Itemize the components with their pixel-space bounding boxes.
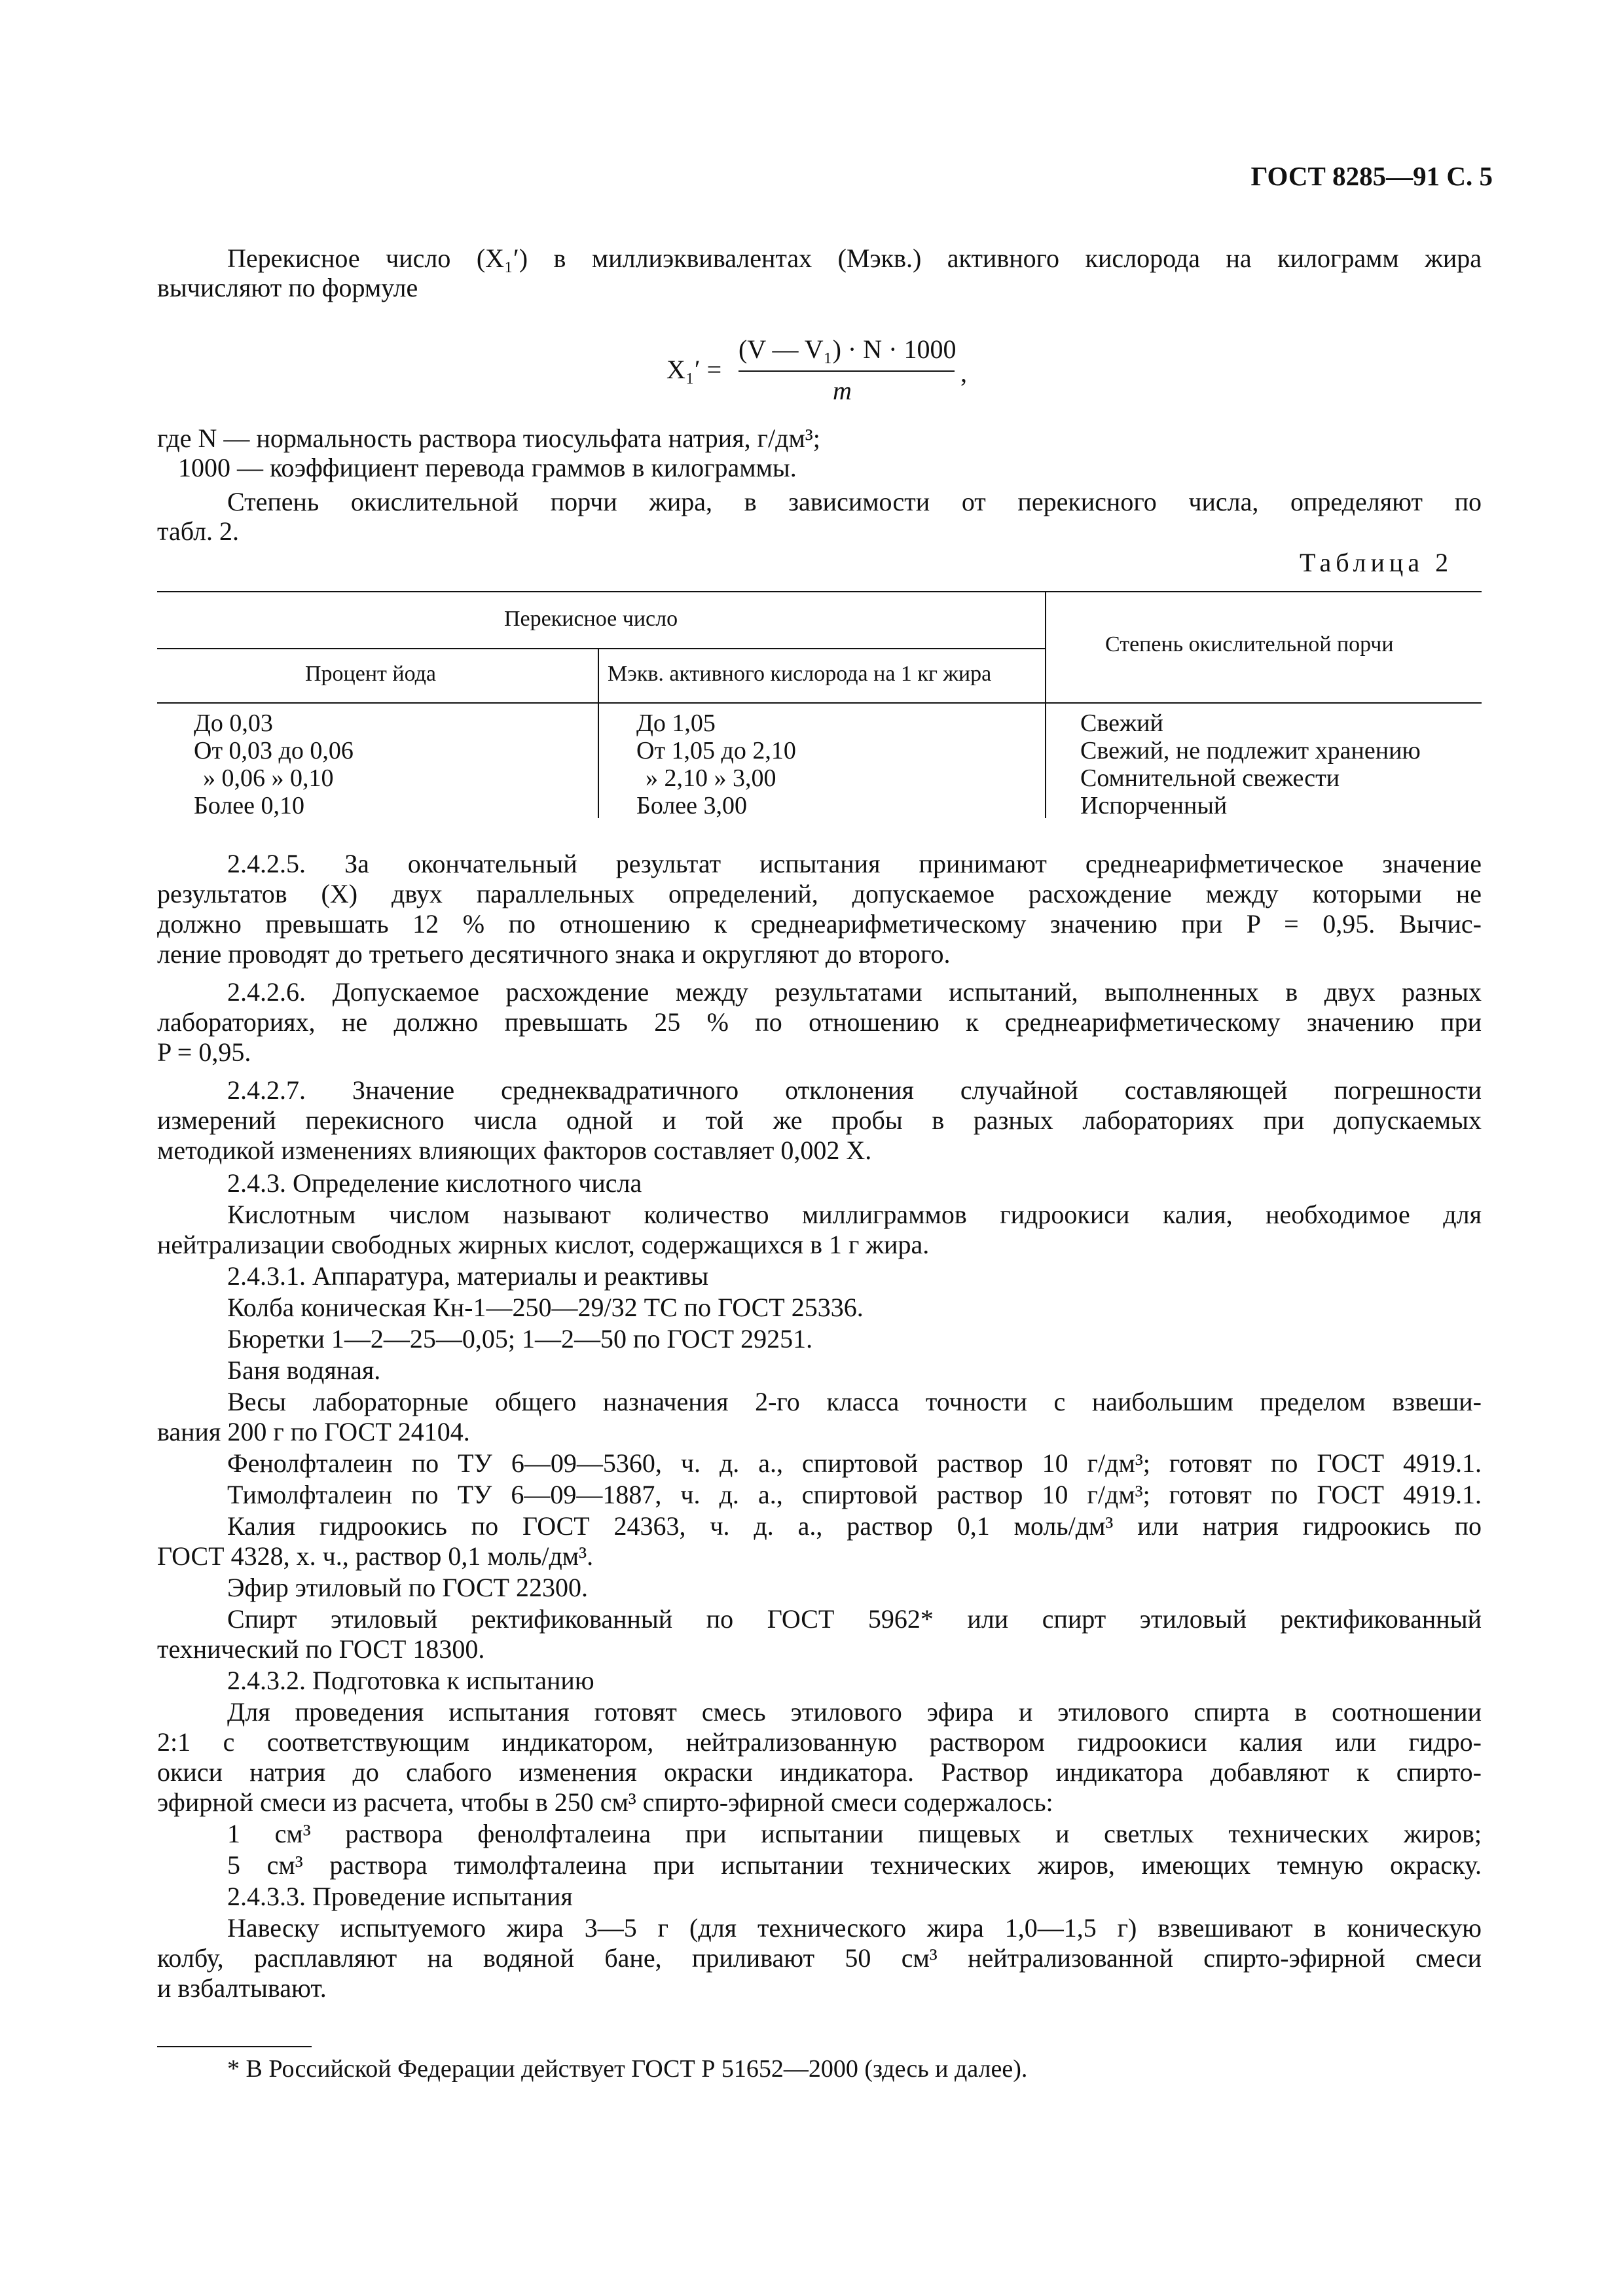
body-line-l19: вания 200 г по ГОСТ 24104. xyxy=(157,1417,470,1446)
formula-denominator: m xyxy=(833,376,852,405)
formula-fraction-bar xyxy=(739,370,955,372)
intro-paragraph-2-line-1: Степень окислительной порчи жира, в зависимости от перекисного числа, определяют по xyxy=(227,487,1482,516)
where-line-2: 1000 — коэффициент перевода граммов в килограммы. xyxy=(178,453,797,482)
table-cell: Сомнительной свежести xyxy=(1080,764,1340,792)
table-col3-header: Степень окислительной порчи xyxy=(1105,632,1394,656)
table-cell: От 1,05 до 2,10 xyxy=(636,737,796,764)
table-cell: Более 3,00 xyxy=(636,792,748,819)
body-line-l32: 1 см³ раствора фенолфталеина при испытании пищевых и светлых технических жиров; xyxy=(227,1819,1482,1848)
body-line-l34: 2.4.3.3. Проведение испытания xyxy=(227,1882,573,1911)
table-cell: Свежий xyxy=(1080,709,1163,737)
body-line-l22: Калия гидроокись по ГОСТ 24363, ч. д. а., раствор 0,1 моль/дм³ или натрия гидроокись по xyxy=(227,1511,1482,1541)
table-caption: Таблица 2 xyxy=(1300,548,1453,577)
body-line-l06: лабораториях, не должно превышать 25 % по отношению к среднеарифметическому значению при xyxy=(157,1007,1482,1037)
body-line-l16: Бюретки 1—2—25—0,05; 1—2—50 по ГОСТ 29251. xyxy=(227,1324,813,1354)
intro-paragraph-line-1: Перекисное число (X₁′) в миллиэквивалентах (Мэкв.) активного кислорода на килограмм жира xyxy=(227,243,1482,273)
body-line-l08: 2.4.2.7. Значение среднеквадратичного отклонения случайной составляющей погрешности xyxy=(227,1075,1482,1105)
table-cell: » 0,06 » 0,10 xyxy=(203,764,334,792)
body-line-l20: Фенолфталеин по ТУ 6—09—5360, ч. д. а., спиртовой раствор 10 г/дм³; готовят по ГОСТ 4919.1. xyxy=(227,1448,1482,1478)
body-line-l09: измерений перекисного числа одной и той же пробы в разных лабораториях при допускаемых xyxy=(157,1105,1482,1135)
body-line-l10: методикой изменениях влияющих факторов составляет 0,002 X. xyxy=(157,1136,872,1165)
table-top-rule xyxy=(157,591,1482,592)
table-cell: До 0,03 xyxy=(194,709,273,737)
body-line-l13: нейтрализации свободных жирных кислот, содержащихся в 1 г жира. xyxy=(157,1230,930,1259)
body-line-l25: Спирт этиловый ректификованный по ГОСТ 5962* или спирт этиловый ректификованный xyxy=(227,1604,1482,1634)
formula-lhs: X₁′ = xyxy=(666,355,722,384)
table-cell: Свежий, не подлежит хранению xyxy=(1080,737,1421,764)
where-line-1: где N — нормальность раствора тиосульфата натрия, г/дм³; xyxy=(157,423,820,453)
intro-paragraph-line-2: вычисляют по формуле xyxy=(157,273,418,302)
body-line-l07: P = 0,95. xyxy=(157,1037,251,1067)
table-col2-header: Мэкв. активного кислорода на 1 кг жира xyxy=(608,662,992,686)
footnote-rule xyxy=(157,2046,312,2047)
table-vrule-left xyxy=(598,648,599,818)
table-cell: От 0,03 до 0,06 xyxy=(194,737,354,764)
body-line-l03: должно превышать 12 % по отношению к среднеарифметическому значению при P = 0,95. Вычис- xyxy=(157,909,1482,939)
table-cell: Испорченный xyxy=(1080,792,1228,819)
body-line-l26: технический по ГОСТ 18300. xyxy=(157,1634,485,1664)
body-line-l18: Весы лабораторные общего назначения 2-го класса точности с наибольшим пределом взвеши- xyxy=(227,1387,1482,1416)
formula-numerator: (V — V₁) · N · 1000 xyxy=(739,334,957,364)
table-cell: Более 0,10 xyxy=(194,792,305,819)
body-line-l30: окиси натрия до слабого изменения окраски индикатора. Раствор индикатора добавляют к спирто- xyxy=(157,1757,1482,1787)
body-line-l37: и взбалтывают. xyxy=(157,1973,327,2003)
table-group-header: Перекисное число xyxy=(504,607,678,631)
body-line-l02: результатов (X) двух параллельных определений, допускаемое расхождение между которыми не xyxy=(157,879,1482,908)
body-line-l33: 5 см³ раствора тимолфталеина при испытании технических жиров, имеющих темную окраску. xyxy=(227,1850,1482,1880)
body-line-l35: Навеску испытуемого жира 3—5 г (для технического жира 1,0—1,5 г) взвешивают в коническую xyxy=(227,1913,1482,1943)
table-col1-header: Процент йода xyxy=(305,662,436,686)
body-line-l29: 2:1 с соответствующим индикатором, нейтрализованную раствором гидроокиси калия или гидро- xyxy=(157,1727,1482,1757)
body-line-l27: 2.4.3.2. Подготовка к испытанию xyxy=(227,1666,594,1695)
body-line-l04: ление проводят до третьего десятичного знака и округляют до второго. xyxy=(157,939,951,969)
table-subheader-rule xyxy=(157,648,1045,649)
body-line-l12: Кислотным числом называют количество миллиграммов гидроокиси калия, необходимое для xyxy=(227,1200,1482,1229)
body-line-l28: Для проведения испытания готовят смесь этилового эфира и этилового спирта в соотношении xyxy=(227,1697,1482,1727)
body-line-l11: 2.4.3. Определение кислотного числа xyxy=(227,1168,642,1198)
footnote: * В Российской Федерации действует ГОСТ Р 51652—2000 (здесь и далее). xyxy=(227,2055,1028,2083)
body-line-l15: Колба коническая Кн-1—250—29/32 ТС по ГОСТ 25336. xyxy=(227,1293,864,1322)
body-line-l23: ГОСТ 4328, х. ч., раствор 0,1 моль/дм³. xyxy=(157,1541,594,1571)
table-cell: » 2,10 » 3,00 xyxy=(646,764,776,792)
formula-comma: , xyxy=(960,358,967,387)
body-line-l05: 2.4.2.6. Допускаемое расхождение между результатами испытаний, выполненных в двух разных xyxy=(227,977,1482,1007)
body-line-l14: 2.4.3.1. Аппаратура, материалы и реактивы xyxy=(227,1261,709,1291)
table-cell: До 1,05 xyxy=(636,709,716,737)
table-vrule-right xyxy=(1045,591,1046,818)
body-line-l17: Баня водяная. xyxy=(227,1355,381,1385)
running-header: ГОСТ 8285—91 С. 5 xyxy=(1250,161,1493,191)
table-header-rule xyxy=(157,702,1482,704)
body-line-l31: эфирной смеси из расчета, чтобы в 250 см³ спирто-эфирной смеси содержалось: xyxy=(157,1787,1053,1817)
intro-paragraph-2-line-2: табл. 2. xyxy=(157,516,240,546)
body-line-l36: колбу, расплавляют на водяной бане, приливают 50 см³ нейтрализованной спирто-эфирной смеси xyxy=(157,1943,1482,1973)
body-line-l24: Эфир этиловый по ГОСТ 22300. xyxy=(227,1573,588,1602)
body-line-l21: Тимолфталеин по ТУ 6—09—1887, ч. д. а., спиртовой раствор 10 г/дм³; готовят по ГОСТ 4919.1. xyxy=(227,1480,1482,1509)
body-line-l01: 2.4.2.5. За окончательный результат испытания принимают среднеарифметическое значение xyxy=(227,849,1482,878)
